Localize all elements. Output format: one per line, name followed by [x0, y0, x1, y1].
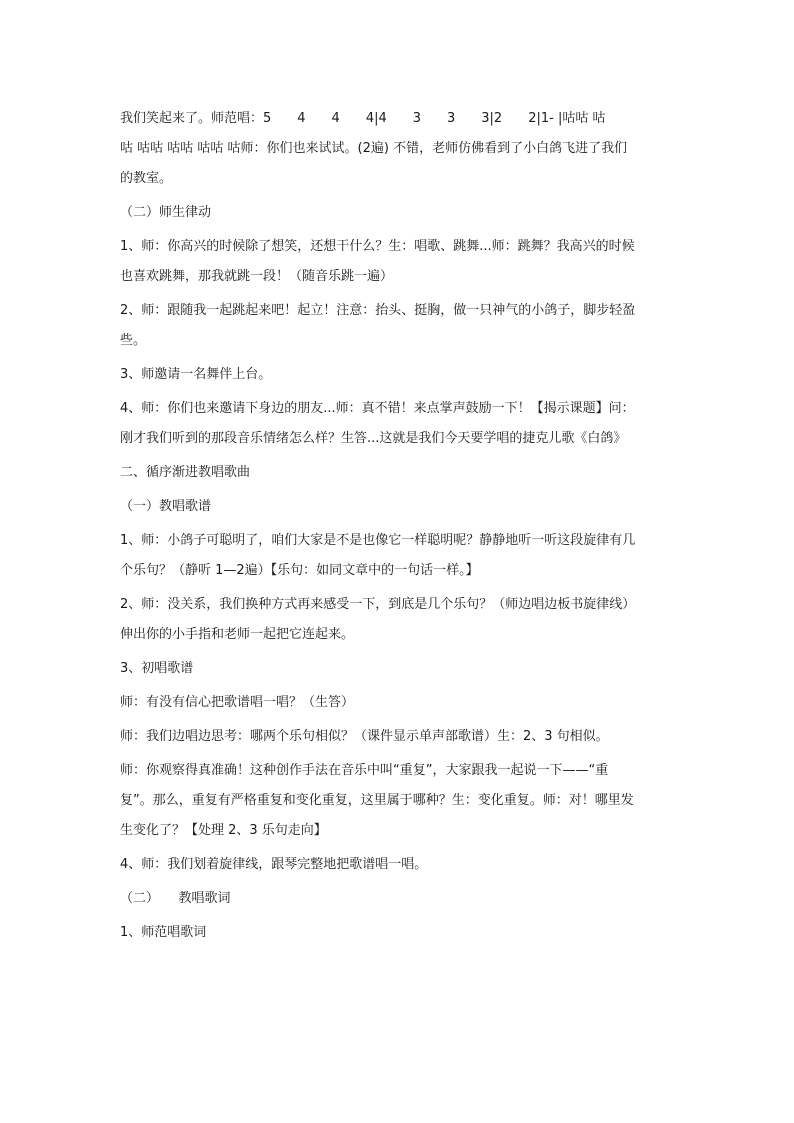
paragraph-score-step-3-heading [120, 654, 676, 684]
text-line: 伸出你的小手指和老师一起把它连起来。 [120, 627, 355, 642]
paragraph-step-3-invite-partner [120, 360, 676, 390]
subsection-heading-teach-lyrics [120, 884, 676, 914]
text-line: 些。 [120, 333, 147, 348]
paragraph-step-1-dance [120, 232, 676, 292]
text-line: 1、师范唱歌词 [120, 925, 207, 940]
text-line: 刚才我们听到的那段音乐情绪怎么样？生答...这就是我们今天要学唱的捷克儿歌《白鸽》 [120, 431, 627, 446]
section-heading-teach-song [120, 458, 676, 488]
text-line: 3、师邀请一名舞伴上台。 [120, 367, 272, 382]
subsection-heading-teach-score [120, 492, 676, 522]
text-line: 4、师：你们也来邀请下身边的朋友...师：真不错！来点掌声鼓励一下！【揭示课题】问： [120, 401, 635, 416]
text-line: 复”。那么，重复有严格重复和变化重复，这里属于哪种？生：变化重复。师：对！哪里发 [120, 793, 634, 808]
text-line: 2、师：没关系，我们换种方式再来感受一下，到底是几个乐句？（师边唱边板书旋律线） [120, 597, 636, 612]
paragraph-score-step-1 [120, 526, 676, 586]
text-line: 1、师：小鸽子可聪明了，咱们大家是不是也像它一样聪明呢？静静地听一听这段旋律有几 [120, 533, 636, 548]
paragraph-step-4-reveal-topic [120, 394, 676, 454]
paragraph-score-similar-phrases [120, 722, 676, 752]
paragraph-step-2-dance-together [120, 296, 676, 356]
paragraph-score-step-2 [120, 590, 676, 650]
text-line: 咕 咕咕 咕咕 咕咕 咕师：你们也来试试。(2遍) 不错，老师仿佛看到了小白鸽飞进了我们 [120, 141, 628, 156]
text-line: 生变化了？【处理 2、3 乐句走向】 [120, 823, 327, 838]
text-line: （二）师生律动 [120, 205, 212, 220]
text-line: 3、初唱歌谱 [120, 661, 194, 676]
paragraph-score-confidence [120, 688, 676, 718]
text-line: 2、师：跟随我一起跳起来吧！起立！注意：抬头、挺胸，做一只神气的小鸽子，脚步轻盈 [120, 303, 636, 318]
section-heading-teacher-student-movement [120, 198, 676, 228]
paragraph-lyrics-step-1 [120, 918, 676, 948]
text-line: 师：我们边唱边思考：哪两个乐句相似？（课件显示单声部歌谱）生：2、3 句相似。 [120, 729, 609, 744]
text-line: 二、循序渐进教唱歌曲 [120, 465, 251, 480]
text-line: （一）教唱歌谱 [120, 499, 212, 514]
text-line: 4、师：我们划着旋律线，跟琴完整地把歌谱唱一唱。 [120, 857, 428, 872]
text-line: 1、师：你高兴的时候除了想笑，还想干什么？生：唱歌、跳舞...师：跳舞？我高兴的时候 [120, 239, 635, 254]
text-line: 的教室。 [120, 171, 173, 186]
text-line: 也喜欢跳舞，那我就跳一段！（随音乐跳一遍） [120, 269, 394, 284]
text-line: 师：你观察得真准确！这种创作手法在音乐中叫“重复”，大家跟我一起说一下——“重 [120, 763, 609, 778]
paragraph-score-step-4 [120, 850, 676, 880]
paragraph-teacher-demo-singing [120, 104, 676, 194]
document-body [120, 104, 676, 952]
text-line: （二） 教唱歌词 [120, 891, 231, 906]
text-line: 我们笑起来了。师范唱：5 4 4 4|4 3 3 3|2 2|1- |咕咕 咕 [120, 111, 606, 126]
text-line: 师：有没有信心把歌谱唱一唱？（生答） [120, 695, 355, 710]
paragraph-score-repetition [120, 756, 676, 846]
text-line: 个乐句？（静听 1—2遍）【乐句：如同文章中的一句话一样。】 [120, 563, 479, 578]
